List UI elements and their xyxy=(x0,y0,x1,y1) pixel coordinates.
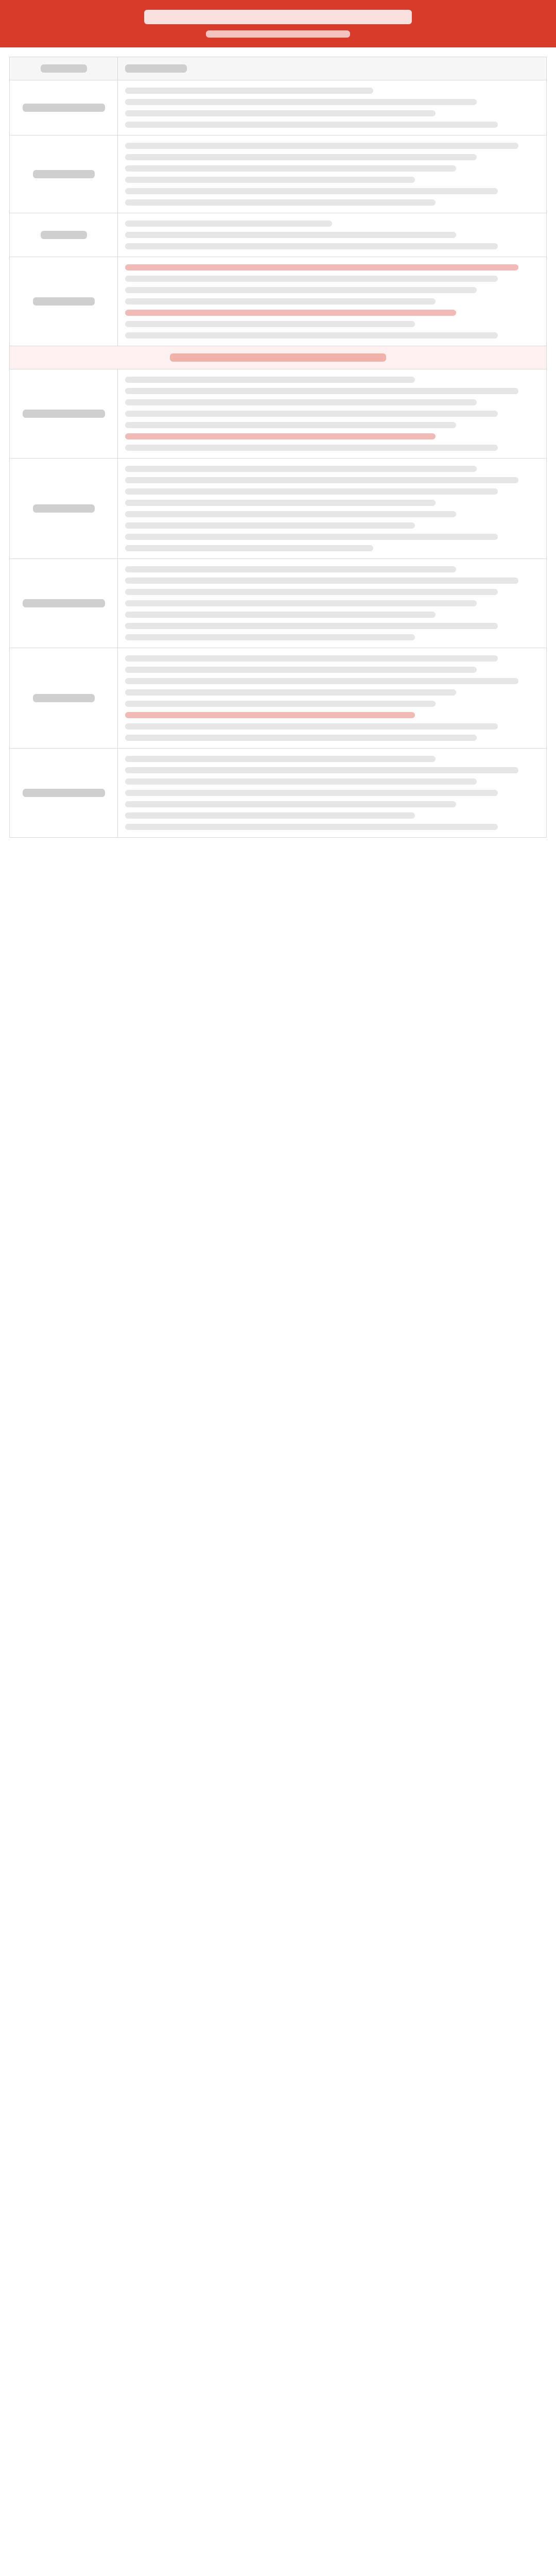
row-lines xyxy=(125,377,539,451)
section-band xyxy=(9,346,547,369)
header-label-placeholder xyxy=(41,64,87,73)
row-content xyxy=(118,135,546,213)
title-placeholder xyxy=(144,10,412,24)
row-content xyxy=(118,213,546,257)
row-lines xyxy=(125,264,539,338)
row-label xyxy=(10,559,118,648)
title-bar xyxy=(0,0,556,47)
notice-content xyxy=(0,47,556,2576)
row-label xyxy=(10,749,118,837)
table-header xyxy=(9,57,547,80)
row-label-placeholder xyxy=(33,504,95,513)
table-row xyxy=(9,257,547,346)
row-label-placeholder xyxy=(41,231,87,239)
row-lines xyxy=(125,88,539,128)
row-label-placeholder xyxy=(33,297,95,306)
row-label xyxy=(10,80,118,135)
header-label-placeholder xyxy=(125,64,187,73)
table-row xyxy=(9,749,547,838)
subtitle-placeholder xyxy=(206,30,350,38)
row-label-placeholder xyxy=(23,410,105,418)
table-row xyxy=(9,213,547,257)
row-content xyxy=(118,648,546,748)
row-label-placeholder xyxy=(23,104,105,112)
row-content xyxy=(118,80,546,135)
row-label xyxy=(10,213,118,257)
table-header-right xyxy=(118,57,546,80)
row-lines xyxy=(125,143,539,206)
row-content xyxy=(118,369,546,458)
row-label xyxy=(10,648,118,748)
row-content xyxy=(118,749,546,837)
table-row xyxy=(9,648,547,749)
table-row xyxy=(9,459,547,559)
row-label xyxy=(10,369,118,458)
table-row xyxy=(9,559,547,648)
row-label xyxy=(10,257,118,346)
row-content xyxy=(118,257,546,346)
table-row xyxy=(9,80,547,135)
section-band-placeholder xyxy=(170,353,386,362)
table-header-left xyxy=(10,57,118,80)
row-label xyxy=(10,135,118,213)
row-lines xyxy=(125,466,539,551)
row-label-placeholder xyxy=(23,789,105,797)
row-label-placeholder xyxy=(33,694,95,702)
row-content xyxy=(118,559,546,648)
row-label-placeholder xyxy=(23,599,105,607)
row-lines xyxy=(125,566,539,640)
row-label-placeholder xyxy=(33,170,95,178)
table-row xyxy=(9,369,547,459)
row-lines xyxy=(125,655,539,741)
table-row xyxy=(9,135,547,213)
row-label xyxy=(10,459,118,558)
row-lines xyxy=(125,756,539,830)
row-lines xyxy=(125,221,539,249)
row-content xyxy=(118,459,546,558)
